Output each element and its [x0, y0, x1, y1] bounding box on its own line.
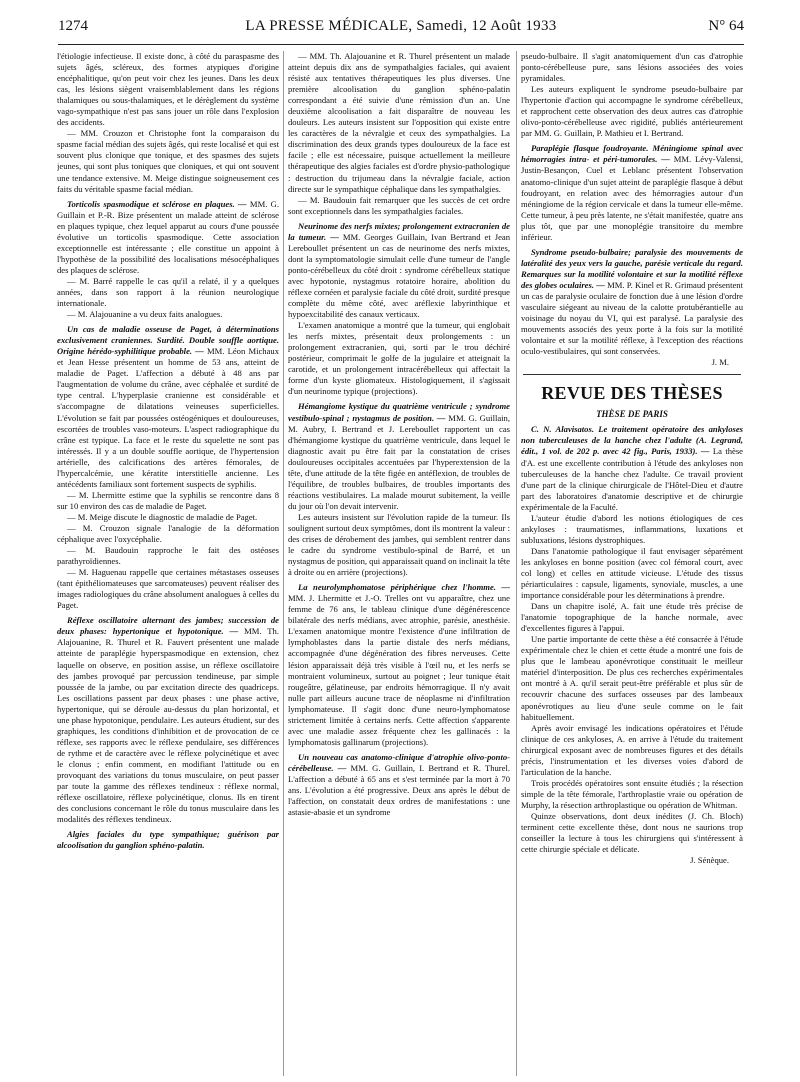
paragraph: Une partie importante de cette thèse a été consacrée à l'étude expérimentale chez le chien et cette étude a montré une fois de plus que le lambeau aponévrotique constituait le meilleur matériel d'interposition. De plus ces recherches expérimentales ont montré à A. qu'il serait peut-être préférable et plus sûr de recouvrir chacune des surfaces osseuses par des lambeaux aponévrotiques au lieu d'une seule comme on le fait habituellement. — [521, 634, 743, 722]
section-heading: La neurolymphomatose périphérique chez l'homme. — MM. J. Lhermitte et J.-O. Trelles ont vu apparaître, chez une femme de 76 ans, le tableau clinique d'une dégénérescence bilatérale des nerfs médians, avec atrophie, parésie, anesthésie. L'examen anatomique montre l'existence d'une infiltration de lymphoblastes dans la partie distale des nerfs médians, accompagnée d'une dégénération des fibres nerveuses. Cette lésion apparaissait déjà très visible à l'œil nu, et les nerfs se montraient volumineux, surtout au poignet ; leur tunique était rougeâtre, gélatineuse, par endroits hémorragique. Il n'y avait nulle part ailleurs aucune trace de néoplasme ni d'infiltration lymphomateuse. Il s'agit donc d'une neuro-lymphomatose strictement limitée à certains nerfs. Cette affection s'apparente avec une maladie assez fréquente chez les gallinacés : la lymphomatosis gallinarum (projections). — [288, 582, 510, 747]
paragraph: L'examen anatomique a montré que la tumeur, qui englobait les nerfs mixtes, présentait deux prolongements : un prolongement extracranien, qui, sorti par le trou déchiré postérieur, comprimait le golfe de la jugulaire et atteignait la carotide, et un prolongement intracérébelleux qui affectait la forme d'un kyste gliomateux. Histologiquement, il s'agissait d'un neurinome typique (projections). — [288, 320, 510, 397]
paragraph: — M. Alajouanine a vu deux faits analogues. — [67, 309, 223, 320]
paragraph: Après avoir envisagé les indications opératoires et l'étude clinique de ces ankyloses, A. en arrive à l'étude du traitement chirurgical exposant avec de nombreuses figures et des détails précis, l'instrumentation et les diverses voies d'abord de l'articulation de la hanche. — [521, 722, 743, 777]
section-heading: Paraplégie flasque foudroyante. Méningiome spinal avec hémorragies intra- et péri-tumorales. — MM. Lévy-Valensi, Justin-Besançon, Cuel et Leblanc présentent l'observation anatomo-clinique d'un sujet atteint de paraplégie flasque à début foudroyant, en relation avec des hémorragies autour d'un méningiome de la région cervicale et dans la tumeur elle-même. Cette tumeur, à peu près latente, ne s'était manifestée, quatre ans plus tôt, que par une monoplégie transitoire du membre inférieur. — [521, 143, 743, 242]
paragraph: — M. Barré rappelle le cas qu'il a relaté, il y a quelques années, dans son rapport à la réunion neurologique internationale. — [57, 275, 279, 309]
section-heading: Syndrome pseudo-bulbaire; paralysie des mouvements de latéralité des yeux vers la gauche, parésie verticale du regard. Remarques sur la motilité volontaire et sur la motilité réflexe des globes oculaires. — MM. P. Kinel et R. Grimaud présentent un cas de paralysie oculaire de fonction due à une lésion d'ordre vasculaire siégeant au niveau de la calotte protubérantielle au voisinage du noyau du VI, qui est paralysé. La paralysie des mouvements associés des yeux porte à la fois sur la motilité volontaire et sur la motilité réflexe, à l'exception des réactions oculo-vestibulaires, qui sont conservées. — [521, 246, 743, 357]
paragraph: — MM. Crouzon et Christophe font la comparaison du spasme facial médian des sujets âgés, qui reste localisé et qui est souvent plus clonique que tonique, et des spasmes des sujets jeunes, qui sont plus toniques que cloniques, et qui ont souvent une tendance extensive. M. Meige distingue soigneusement ces faits du véritable spasme facial médian. — [57, 128, 279, 194]
section-heading: Hémangiome kystique du quatrième ventricule ; syndrome vestibulo-spinal ; nystagmus de position. — MM. G. Guillain, M. Aubry, I. Bertrand et J. Lereboullet rapportent un cas d'hémangiome kystique du quatrième ventricule, dans lequel le diagnostic avait pu être fait par la constatation de crises douloureuses occipitales accentuées par l'hyperextension de la tête, d'une attitude de la tête figée en antéflexion, de troubles de l'équilibre, de troubles bulbaires, de troubles importants des réactions vestibulaires. La malade mourut subitement, la veille du jour où l'on devait intervenir. — [288, 401, 510, 511]
paragraph: — M. Baudouin rapproche le fait des ostéoses parathyroïdiennes. — [57, 545, 279, 567]
paragraph: Les auteurs expliquent le syndrome pseudo-bulbaire par l'hypertonie d'action qui accompagne le syndrome cérébelleux, et rapprochent cette observation des deux autres cas d'atrophie olivo-ponto-cérébelleuse avec rigidité, publiés antérieurement par MM. G. Guillain, P. Mathieu et I. Bertrand. — [521, 84, 743, 139]
page-number: 1274 — [58, 18, 88, 34]
header-rule — [58, 44, 744, 45]
paragraph: Dans l'anatomie pathologique il faut envisager séparément les ankyloses en bonne position (avec col fémoral court, avec col long) et celles en attitude vicieuse. L'étude des tissus périarticulaires : capsule, ligaments, synoviale, muscles, a une importance considérable pour les déterminations à prendre. — [521, 545, 743, 601]
column-3 — [521, 51, 743, 1076]
column-2 — [288, 51, 510, 1076]
journal-title: LA PRESSE MÉDICALE, Samedi, 12 Août 1933 — [245, 18, 557, 34]
paragraph: — M. Crouzon signale l'analogie de la déformation céphalique avec l'oxycéphalie. — [57, 522, 279, 545]
column-divider — [516, 51, 517, 1076]
column-divider — [283, 51, 284, 1076]
paragraph: — M. Baudouin fait remarquer que les succès de cet ordre sont exceptionnels dans les sympathalgies faciales. — [288, 194, 510, 216]
page-header — [58, 18, 744, 40]
section-heading: Neurinome des nerfs mixtes; prolongement extracranien de la tumeur. — MM. Georges Guillain, Ivan Bertrand et Jean Lereboullet présentent un cas de neurinome des nerfs mixtes, dont la symptomatologie simulait celle d'une tumeur de l'angle ponto-cérébelleux du côté droit : syndrome cérébelleux statique avec hypotonie, nystagmus rotatoire horaire, abolition du réflexe cornéen et paralysie faciale du côté droit, surdité presque complète du même côté, avec aréflexie labyrinthique et hypoexcitabilité des canaux verticaux. — [288, 220, 510, 320]
paragraph: Trois procédés opératoires sont ensuite étudiés ; la résection simple de la tête fémorale, l'arthroplastie vraie ou opération de Murphy, la résection arthroplastique ou opération de Whitman. — [521, 777, 743, 810]
section-heading: Torticolis spasmodique et sclérose en plaques. — MM. G. Guillain et P.-R. Bize présentent un malade atteint de sclérose en plaques typique, chez lequel apparut au cours d'une poussée évolutive un torticolis spasmodique. Cette association exceptionnelle est intéressante ; elle constitue un appoint à l'hypothèse de la possibilité des localisations mésocéphaliques des plaques de sclérose. — [57, 198, 279, 275]
these-subheading: THÈSE DE PARIS — [596, 409, 668, 420]
issue-number: N° 64 — [708, 18, 744, 34]
section-rule — [523, 374, 741, 375]
paragraph: — M. Lhermitte estime que la syphilis se rencontre dans 8 sur 10 environ des cas de maladie de Paget. — [57, 489, 279, 511]
thesis-review: C. N. Alavisatos. Le traitement opératoire des ankyloses non tuberculeuses de la hanche chez l'adulte (A. Legrand, édit., 1 vol. de 202 p. avec 42 fig., Paris, 1933). — La thèse d'A. est une excellente contribution à l'étude des ankyloses non tuberculeuses de la hanche chez l'adulte. Ce travail provient d'une part de la clinique chirurgicale de l'Hôtel-Dieu et d'autre part des laboratoires d'anatomie descriptive et de chirurgie expérimentale de la Faculté. — [521, 424, 743, 512]
paragraph: Dans un chapitre isolé, A. fait une étude très précise de l'anatomie topographique de la hanche normale, avec d'excellentes figures à l'appui. — [521, 601, 743, 634]
author-signature: J. M. — [711, 357, 729, 368]
paragraph: l'étiologie infectieuse. Il existe donc, à côté du paraspasme des sujets âgés, scléreux, des formes atypiques d'origine encéphalitique, qu'on peut voir chez les jeunes. Dans les deux cas, les lésions siègent vraisemblablement dans les régions thalamiques ou sous-thalamiques, et le dérèglement du système vago-sympathique n'est pas sans jouer un rôle dans l'explosion des accidents. — [57, 51, 279, 128]
revue-heading: REVUE DES THÈSES — [541, 383, 723, 404]
author-signature: J. Sénèque. — [690, 855, 729, 866]
column-1 — [57, 51, 279, 1076]
paragraph: Les auteurs insistent sur l'évolution rapide de la tumeur. Ils soulignent surtout deux symptômes, dont ils montrent la valeur : des crises de dérobement des jambes, qui semblent rentrer dans le cadre du syndrome vestibulo-spinal de Barré, et un nystagmus de position, qui apparaissait quand on inclinait la tête à droite ou en arrière (projections). — [288, 511, 510, 578]
section-heading: Un nouveau cas anatomo-clinique d'atrophie olivo-ponto-cérébelleuse. — MM. G. Guillain, I. Bertrand et R. Thurel. L'affection a débuté à 65 ans et s'est terminée par la mort à 70 ans. L'évolution a été progressive. Deux ans après le début de l'affection, on constatait deux ordres de manifestations : une astasie-abasie et un syndrome — [288, 751, 510, 818]
paragraph: L'auteur étudie d'abord les notions étiologiques de ces ankyloses : traumatismes, inflammations, luxations et subluxations, lésions dystrophiques. — [521, 512, 743, 545]
paragraph: pseudo-bulbaire. Il s'agit anatomiquement d'un cas d'atrophie ponto-cérébelleuse pure, sans lésions associées des voies pyramidales. — [521, 51, 743, 84]
paragraph: — M. Haguenau rappelle que certaines métastases osseuses (tant épithéliomateuses que sarcomateuses) peuvent réaliser des images radiologiques du crâne absolument analogues à celles du Paget. — [57, 567, 279, 611]
section-heading: Un cas de maladie osseuse de Paget, à déterminations exclusivement craniennes. Surdité. Double souffle aortique. Origine hérédo-syphilitique probable. — MM. Léon Michaux et Jean Hesse présentent un homme de 53 ans, atteint de maladie de Paget. L'affection a débuté à 48 ans par l'augmentation de volume du crâne, avec céphalée et surdité de type central. L'hyperplasie cranienne est considérable et s'accompagne de dilatations veineuses superficielles. L'évolution se fait par poussées ostéogéniques et douloureuses, escortées de troubles vaso-moteurs. L'aspect radiographique du crâne est typique. La face et le reste du squelette ne sont pas intéressés. Il y a un double souffle aortique, de l'hypertension artérielle, des calcifications des artères fémorales, de l'hypercalcémie, une kératite interstitielle ancienne. Les antécédents familiaux sont fortement suspects de syphilis. — [57, 324, 279, 489]
paragraph: — MM. Th. Alajouanine et R. Thurel présentent un malade atteint depuis dix ans de sympathalgies faciales, qui avaient résisté aux tentatives thérapeutiques les plus diverses. Une première alcoolisation du ganglion sphéno-palatin correspondant a été suivie d'une rémission d'un an. Une deuxième alcoolisation a fait disparaître de nouveau les douleurs. Les auteurs insistent sur l'opposition qui existe entre les caractères de la névralgie et ceux des sympathalgies. La discrimination des deux grands types douloureux de la face est facile ; elle est nécessaire, puisque actuellement la meilleure thérapeutique des algies faciales est d'ordre physio-pathologique : destruction du trijumeau dans la névralgie faciale, action directe sur le sympathique céphalique dans les sympathalgies. — [288, 51, 510, 194]
paragraph: — M. Meige discute le diagnostic de maladie de Paget. — [67, 511, 258, 522]
section-heading: Algies faciales du type sympathique; guérison par alcoolisation du ganglion sphéno-palatin. — [57, 829, 279, 851]
paragraph: Quinze observations, dont deux inédites (J. Ch. Bloch) terminent cette excellente thèse, dont nous ne saurions trop conseiller la lecture à tous les chirurgiens qui s'intéressent à cette chirurgie spéciale et délicate. — [521, 811, 743, 855]
section-heading: Réflexe oscillatoire alternant des jambes; succession de deux phases: hypertonique et hypotonique. — MM. Th. Alajouanine, R. Thurel et R. Fauvert présentent une malade atteinte de paraplégie hyperspasmodique en extension, chez laquelle on observe, en position assise, un réflexe oscillatoire des jambes provoqué par percussion tendineuse, par simple poussée de la jambe, ou par excitation directe des quadriceps. Les oscillations passent par deux phases : une phase active, hypertonique, qui se déroule au-dessus du plan horizontal, et une phase hypotonique, pendulaire. Les auteurs étudient, sur des graphiques, les conditions d'inhibition et de provocation de ce réflexe, ses rapports avec le réflexe pendulaire, ses différences de rythme et de caractère avec le réflexe polycinétique et avec le clonus ; enfin comment, en modifiant l'attitude ou en provoquant des variations du tonus musculaire, on peut passer par toute la gamme des réflexes tendineux : réflexe normal, réflexe oscillatoire, réflexe polycinétique, clonus. Ils en tirent des conclusions concernant le rôle du tonus musculaire dans les modalités des réflexes tendineux. — [57, 615, 279, 825]
